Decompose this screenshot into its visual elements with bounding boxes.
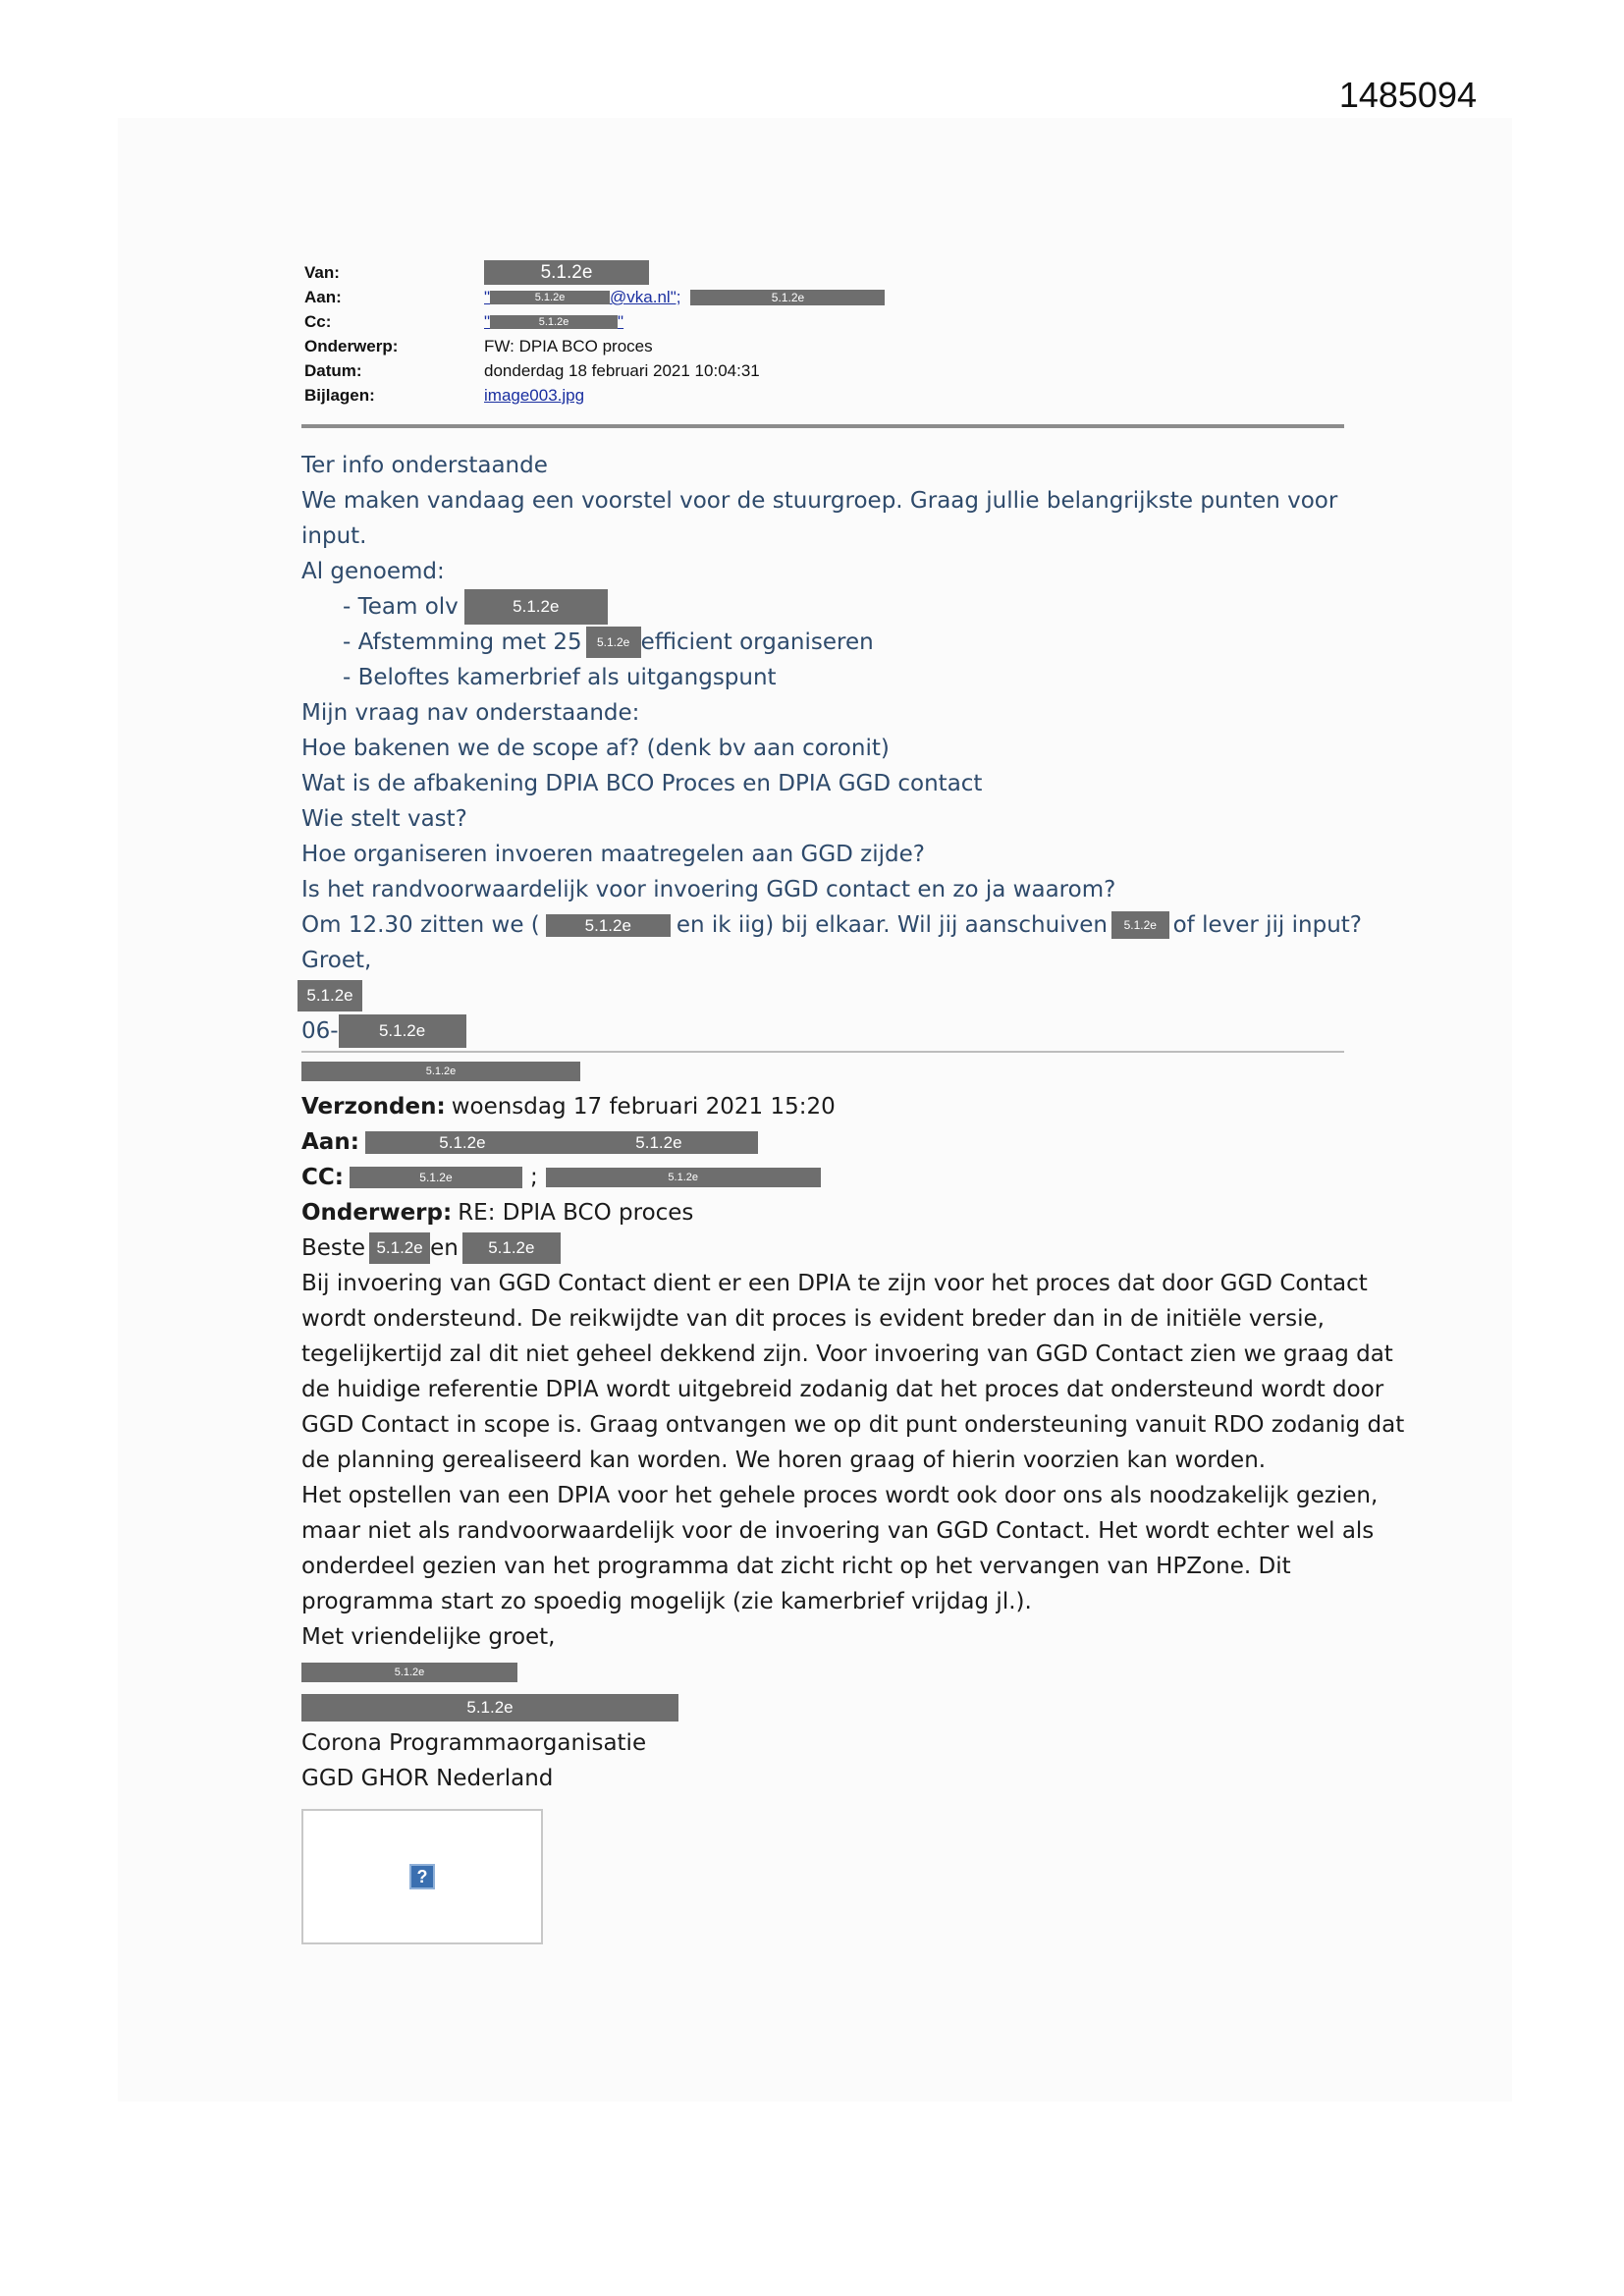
document-id: 1485094 xyxy=(1338,75,1477,115)
header-bijlagen xyxy=(304,383,885,408)
fwd-bullet: - Team olv 5.1.2e xyxy=(301,589,1362,625)
redaction-box: 5.1.2e xyxy=(298,980,362,1011)
redaction-box: 5.1.2e xyxy=(462,1232,561,1264)
fwd-line: Om 12.30 zitten we ( 5.1.2e en ik iig) bij elkaar. Wil jij aanschuiven 5.1.2e of lever jij input? xyxy=(301,912,1362,938)
redaction-box: 5.1.2e xyxy=(339,1014,466,1048)
orig-from xyxy=(301,1054,1362,1089)
orig-cc: CC: 5.1.2e ; 5.1.2e xyxy=(301,1160,1362,1195)
aan-quote: " xyxy=(484,288,491,306)
van-label: Van: xyxy=(304,263,340,282)
redaction-box: 5.1.2e xyxy=(369,1232,430,1264)
redaction-box: 5.1.2e xyxy=(586,627,641,658)
closing: Met vriendelijke groet, xyxy=(301,1624,556,1650)
fwd-bullet: - Beloftes kamerbrief als uitgangspunt xyxy=(343,665,777,690)
fwd-line: Hoe organiseren invoeren maatregelen aan GGD zijde? xyxy=(301,842,925,867)
fwd-line: Groet, xyxy=(301,948,372,973)
redaction-box: 5.1.2e xyxy=(546,914,671,937)
fwd-line: Wie stelt vast? xyxy=(301,806,467,832)
orig-aan: Aan: 5.1.2e 5.1.2e xyxy=(301,1124,1362,1160)
redaction-box: 5.1.2e xyxy=(490,291,610,304)
datum-label: Datum: xyxy=(304,361,362,380)
redaction-box: 5.1.2e xyxy=(490,315,618,329)
fwd-phone: 06- 5.1.2e xyxy=(301,1013,1362,1049)
orig-onderwerp: Onderwerp: RE: DPIA BCO proces xyxy=(301,1200,694,1226)
bijlagen-label: Bijlagen: xyxy=(304,386,375,405)
datum-value: donderdag 18 februari 2021 10:04:31 xyxy=(484,361,760,380)
body-line: maar niet als randvoorwaardelijk voor de invoering van GGD Contact. Het wordt echter wel als xyxy=(301,1518,1375,1544)
signature-title xyxy=(301,1690,1362,1725)
fwd-line: Mijn vraag nav onderstaande: xyxy=(301,700,640,726)
redaction-box: 5.1.2e xyxy=(1111,911,1169,939)
embedded-image-placeholder[interactable] xyxy=(301,1809,543,1944)
header-onderwerp xyxy=(304,334,885,358)
cc-quote-close: " xyxy=(618,312,624,331)
header-datum xyxy=(304,358,885,383)
header-van xyxy=(304,260,885,285)
redaction-box: 5.1.2e xyxy=(301,1663,517,1682)
attachment-link[interactable]: image003.jpg xyxy=(484,386,585,405)
fwd-line: Wat is de afbakening DPIA BCO Proces en DPIA GGD contact xyxy=(301,771,983,796)
body-line: wordt ondersteund. De reikwijdte van dit proces is evident breder dan in de initiële versie, xyxy=(301,1306,1325,1332)
body-line: de planning gerealiseerd kan worden. We horen graag of hierin voorzien kan worden. xyxy=(301,1448,1267,1473)
header-divider xyxy=(301,424,1344,428)
body-line: programma start zo spoedig mogelijk (zie kamerbrief vrijdag jl.). xyxy=(301,1589,1032,1614)
signature-name xyxy=(301,1655,1362,1690)
message-divider xyxy=(301,1051,1344,1053)
onderwerp-value: FW: DPIA BCO proces xyxy=(484,337,653,355)
fwd-line: Ter info onderstaande xyxy=(301,453,548,478)
header-cc xyxy=(304,309,885,334)
cc-quote-open: " xyxy=(484,312,491,331)
onderwerp-label: Onderwerp: xyxy=(304,337,399,355)
fwd-signature xyxy=(301,978,1362,1013)
email-header xyxy=(304,260,885,408)
redaction-box: 5.1.2e xyxy=(301,1694,678,1722)
redaction-box: 5.1.2e xyxy=(546,1168,821,1187)
body-line: onderdeel gezien van het programma dat zicht richt op het vervangen van HPZone. Dit xyxy=(301,1554,1291,1579)
aan-email-link[interactable]: @vka.nl"; xyxy=(610,288,681,306)
fwd-bullet: - Afstemming met 25 5.1.2e efficient organiseren xyxy=(301,625,1362,660)
fwd-line: We maken vandaag een voorstel voor de stuurgroep. Graag jullie belangrijkste punten voor xyxy=(301,488,1338,514)
broken-image-icon: ? xyxy=(409,1864,435,1889)
redaction-box: 5.1.2e xyxy=(365,1131,560,1154)
header-aan xyxy=(304,285,885,309)
body-line: Het opstellen van een DPIA voor het gehele proces wordt ook door ons als noodzakelijk gezien, xyxy=(301,1483,1379,1508)
body-line: Bij invoering van GGD Contact dient er een DPIA te zijn voor het proces dat door GGD Contact xyxy=(301,1271,1368,1296)
fwd-line: Is het randvoorwaardelijk voor invoering GGD contact en zo ja waarom? xyxy=(301,877,1116,902)
redaction-box: 5.1.2e xyxy=(301,1062,580,1081)
org-line: GGD GHOR Nederland xyxy=(301,1766,554,1791)
cc-label: Cc: xyxy=(304,312,332,331)
body-line: tegelijkertijd zal dit niet geheel dekkend zijn. Voor invoering van GGD Contact zien we graag dat xyxy=(301,1341,1393,1367)
original-message xyxy=(301,1054,1405,1796)
orig-verzonden: Verzonden: woensdag 17 februari 2021 15:20 xyxy=(301,1094,836,1120)
fwd-line: input. xyxy=(301,523,367,549)
forward-message xyxy=(301,448,1362,1049)
redaction-box: 5.1.2e xyxy=(560,1131,758,1154)
fwd-line: Hoe bakenen we de scope af? (denk bv aan coronit) xyxy=(301,736,890,761)
redaction-box: 5.1.2e xyxy=(350,1167,522,1188)
redaction-box: 5.1.2e xyxy=(690,290,885,305)
redaction-box: 5.1.2e xyxy=(464,589,608,625)
fwd-line: Al genoemd: xyxy=(301,559,445,584)
orig-greeting: Beste 5.1.2e en 5.1.2e xyxy=(301,1230,1362,1266)
body-line: GGD Contact in scope is. Graag ontvangen we op dit punt ondersteuning vanuit RDO zodanig dat xyxy=(301,1412,1405,1438)
body-line: de huidige referentie DPIA wordt uitgebreid zodanig dat het proces dat ondersteund wordt door xyxy=(301,1377,1384,1402)
aan-label: Aan: xyxy=(304,288,342,306)
org-line: Corona Programmaorganisatie xyxy=(301,1730,647,1756)
redaction-box: 5.1.2e xyxy=(484,260,649,285)
